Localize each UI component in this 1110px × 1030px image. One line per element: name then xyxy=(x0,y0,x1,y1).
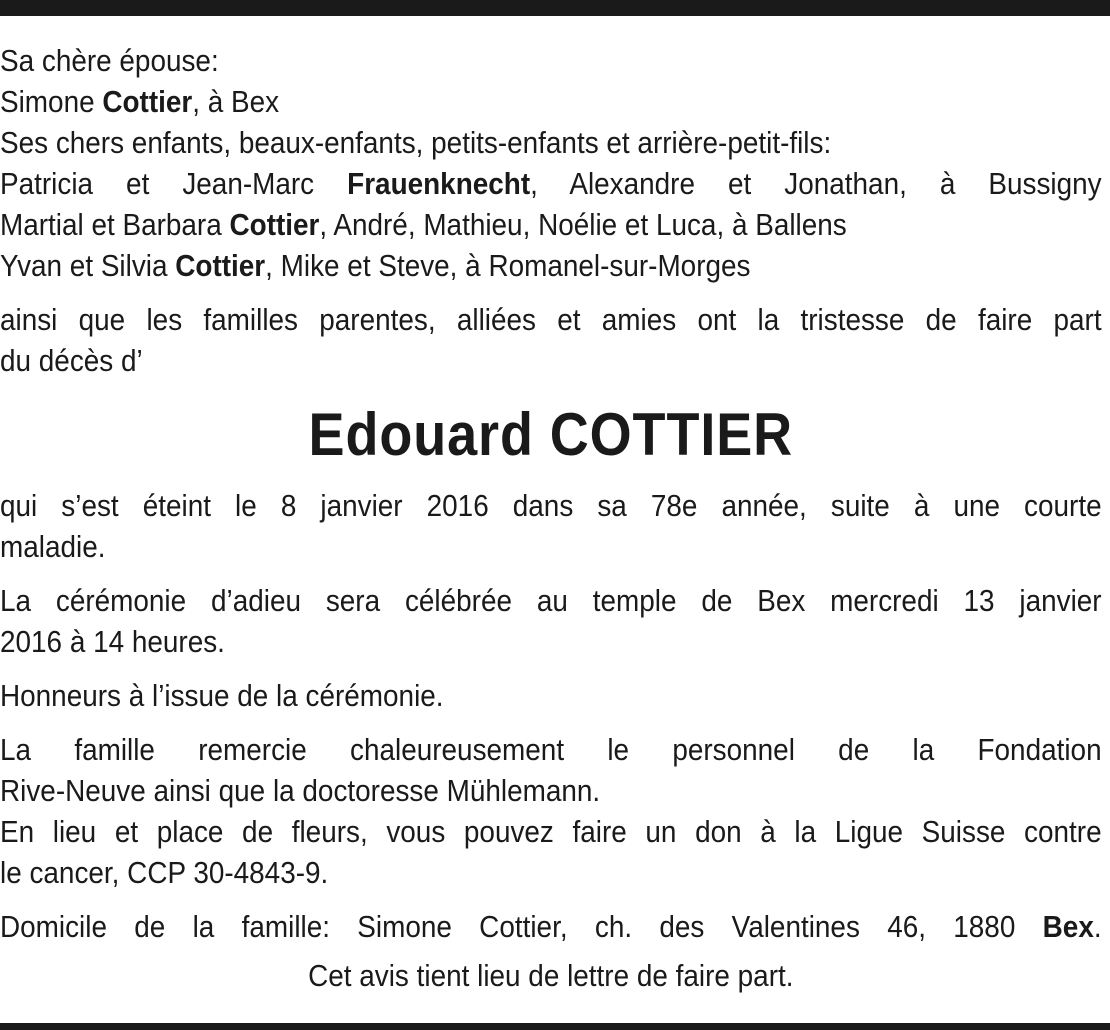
spouse-place: , à Bex xyxy=(192,84,280,119)
member-last-name: Cottier xyxy=(175,248,266,283)
spouse-line xyxy=(0,81,1102,122)
donation-line: En lieu et place de fleurs, vous pouvez faire un don à la Ligue Suisse contre xyxy=(0,814,1102,849)
member-last-name: Cottier xyxy=(229,207,320,242)
member-rest: , Alexandre et Jonathan, à Bussigny xyxy=(530,166,1102,201)
domicile-line xyxy=(0,906,1102,947)
closing-line: Cet avis tient lieu de lettre de faire part. xyxy=(308,958,794,993)
obituary-notice xyxy=(0,40,1102,996)
spouse-first-name: Simone xyxy=(0,84,103,119)
family-member-line xyxy=(0,163,1102,204)
family-member-line xyxy=(0,204,1102,245)
member-first-names: Yvan et Silvia xyxy=(0,248,176,283)
bottom-rule xyxy=(0,1023,1110,1030)
domicile-end: . xyxy=(1093,909,1102,944)
thanks-line: La famille remercie chaleureusement le personnel de la Fondation xyxy=(0,732,1102,767)
member-last-name: Frauenknecht xyxy=(347,166,531,201)
domicile-address: Domicile de la famille: Simone Cottier, ch. des Valentines 46, 1880 xyxy=(0,909,1043,944)
thanks-line: Rive-Neuve ainsi que la doctoresse Mühlemann. xyxy=(0,773,601,808)
member-first-names: Martial et Barbara xyxy=(0,207,230,242)
top-rule xyxy=(0,0,1110,16)
death-details: qui s’est éteint le 8 janvier 2016 dans sa 78e année, suite à une courte xyxy=(0,488,1102,523)
domicile-city: Bex xyxy=(1042,909,1094,944)
children-intro: Ses chers enfants, beaux-enfants, petits-enfants et arrière-petit-fils: xyxy=(0,125,832,160)
honors-line: Honneurs à l’issue de la cérémonie. xyxy=(0,678,444,713)
announcement-line: ainsi que les familles parentes, alliées et amies ont la tristesse de faire part xyxy=(0,302,1102,337)
announcement-line: du décès d’ xyxy=(0,343,143,378)
spouse-last-name: Cottier xyxy=(102,84,193,119)
member-rest: , Mike et Steve, à Romanel-sur-Morges xyxy=(265,248,751,283)
ceremony-details: 2016 à 14 heures. xyxy=(0,624,225,659)
spouse-intro: Sa chère épouse: xyxy=(0,43,219,78)
family-member-line xyxy=(0,245,1102,286)
donation-line: le cancer, CCP 30-4843-9. xyxy=(0,855,329,890)
ceremony-details: La cérémonie d’adieu sera célébrée au temple de Bex mercredi 13 janvier xyxy=(0,583,1102,618)
member-first-names: Patricia et Jean-Marc xyxy=(0,166,348,201)
deceased-name: Edouard COTTIER xyxy=(308,401,794,468)
death-details: maladie. xyxy=(0,529,106,564)
member-rest: , André, Mathieu, Noélie et Luca, à Ballens xyxy=(319,207,847,242)
